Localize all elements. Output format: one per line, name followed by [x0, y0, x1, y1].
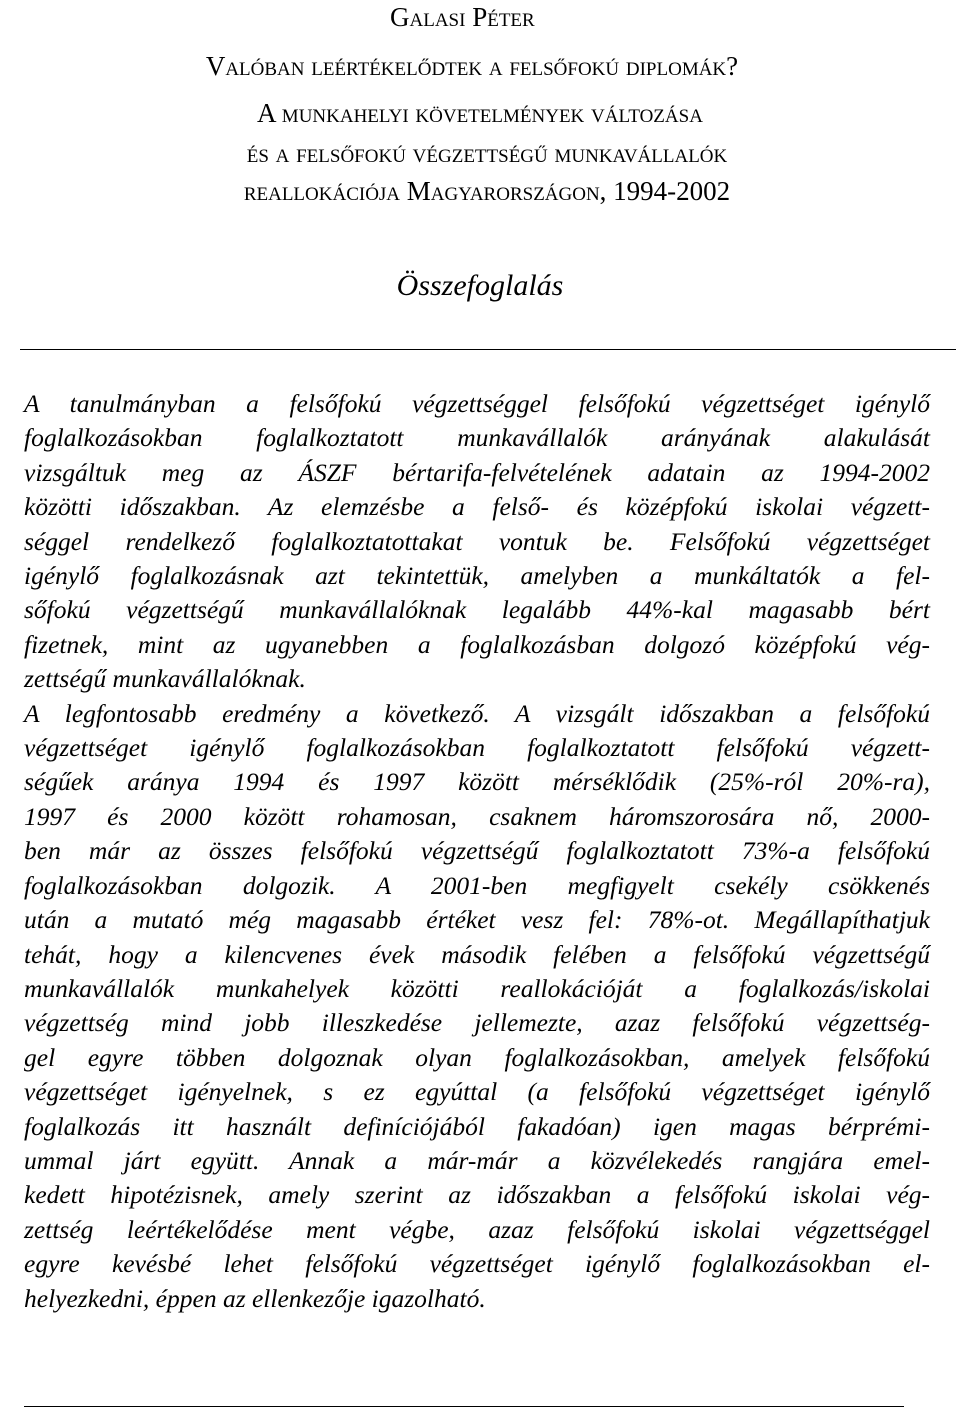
- summary-line: végzettség mind jobb illeszkedése jellemezte, azaz felsőfokú végzettség-: [24, 1008, 930, 1038]
- summary-line: foglalkozásokban foglalkoztatott munkavállalók arányának alakulását: [24, 423, 930, 453]
- summary-line: 1997 és 2000 között rohamosan, csaknem háromszorosára nő, 2000-: [24, 801, 930, 831]
- summary-line: foglalkozás itt használt definíciójából fakadóan) igen magas bérprémi-: [24, 1111, 930, 1141]
- summary-line: tehát, hogy a kilencvenes évek második felében a felsőfokú végzettségű: [24, 939, 930, 969]
- summary-line: igénylő foglalkozásnak azt tekintettük, amelyben a munkáltatók a fel-: [24, 561, 930, 591]
- summary-line: zettség leértékelődése ment végbe, azaz felsőfokú iskolai végzettséggel: [24, 1214, 930, 1244]
- summary-line: ummal járt együtt. Annak a már-már a közvélekedés rangjára emel-: [24, 1145, 930, 1175]
- summary-line: fizetnek, mint az ugyanebben a foglalkozásban dolgozó középfokú vég-: [24, 629, 930, 659]
- summary-body: [24, 387, 930, 1316]
- summary-line: helyezkedni, éppen az ellenkezője igazolható.: [24, 1283, 486, 1313]
- summary-line: foglalkozásokban dolgozik. A 2001-ben megfigyelt csekély csökkenés: [24, 870, 930, 900]
- summary-line: után a mutató még magasabb értéket vesz fel: 78%-ot. Megállapíthatjuk: [24, 905, 930, 935]
- summary-line: végzettséget igényelnek, s ez egyúttal (a felsőfokú végzettséget igénylő: [24, 1077, 930, 1107]
- summary-line: kedett hipotézisnek, amely szerint az időszakban a felsőfokú iskolai vég-: [24, 1180, 930, 1210]
- summary-line: zettségű munkavállalóknak.: [24, 664, 306, 694]
- summary-line: A tanulmányban a felsőfokú végzettséggel felsőfokú végzettséget igénylő: [24, 389, 930, 418]
- top-divider: [20, 349, 956, 350]
- summary-line: A legfontosabb eredmény a következő. A vizsgált időszakban a felsőfokú: [24, 698, 930, 728]
- summary-line: egyre kevésbé lehet felsőfokú végzettséget igénylő foglalkozásokban el-: [24, 1249, 930, 1279]
- summary-line: közötti időszakban. Az elemzésbe a felső- és középfokú iskolai végzett-: [24, 492, 930, 522]
- summary-line: vizsgáltuk meg az ÁSZF bértarifa-felvételének adatain az 1994-2002: [24, 457, 930, 487]
- summary-line: gel egyre többen dolgoznak olyan foglalkozásokban, amelyek felsőfokú: [24, 1042, 930, 1072]
- paper-subtitle-line-2: és a felsőfokú végzettségű munkavállalók: [246, 138, 728, 168]
- paper-subtitle-line-3: reallokációja Magyarországon, 1994-2002: [243, 176, 731, 206]
- summary-line: munkavállalók munkahelyek közötti reallokációját a foglalkozás/iskolai: [24, 973, 930, 1003]
- summary-line: sőfokú végzettségű munkavállalóknak legalább 44%-kal magasabb bért: [24, 595, 930, 625]
- summary-line: ben már az összes felsőfokú végzettségű foglalkoztatott 73%-a felsőfokú: [24, 836, 930, 866]
- summary-line: ségűek aránya 1994 és 1997 között mérséklődik (25%-ról 20%-ra),: [24, 767, 930, 797]
- summary-line: séggel rendelkező foglalkoztatottakat vontuk be. Felsőfokú végzettséget: [24, 526, 930, 556]
- section-heading: Összefoglalás: [396, 269, 564, 302]
- author-name: Galasi Péter: [390, 2, 535, 32]
- paper-subtitle-line-1: A munkahelyi követelmények változása: [257, 98, 703, 128]
- footnote-divider: [24, 1406, 904, 1407]
- summary-line: végzettséget igénylő foglalkozásokban foglalkoztatott felsőfokú végzett-: [24, 733, 930, 763]
- paper-title: Valóban leértékelődtek a felsőfokú diplomák?: [205, 51, 739, 81]
